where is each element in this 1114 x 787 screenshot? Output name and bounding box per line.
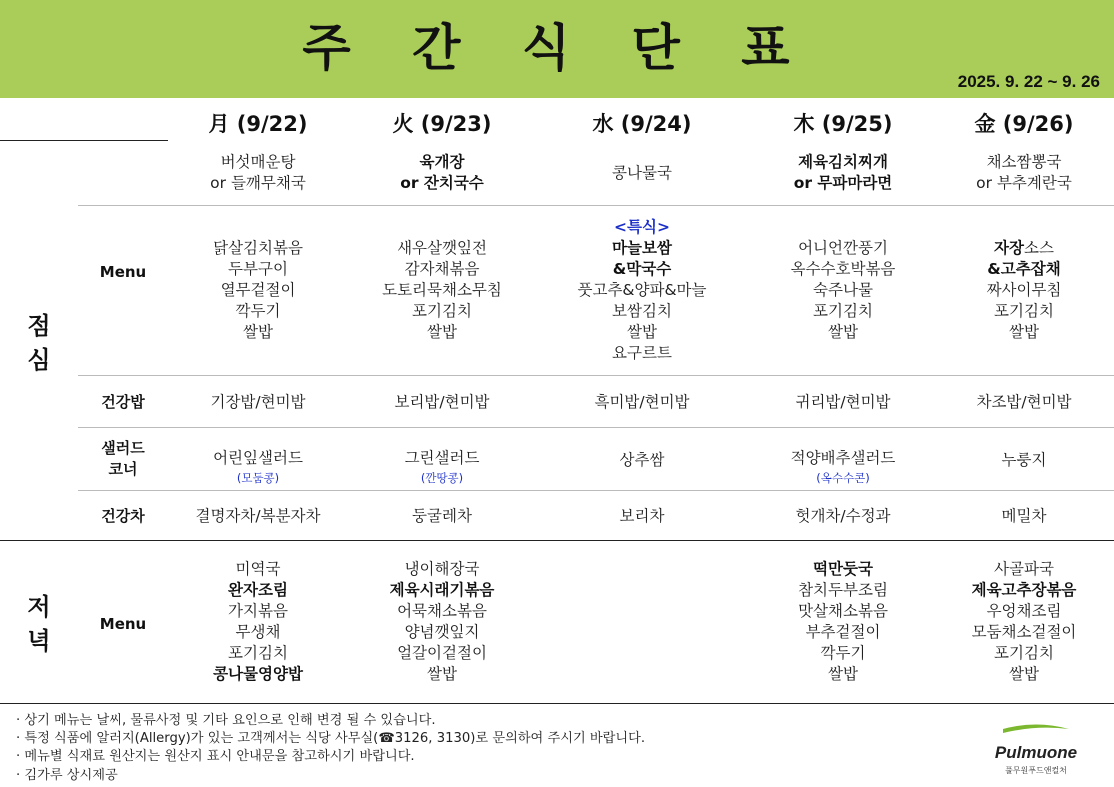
menu-item: 쌀밥 (427, 665, 457, 683)
dinner-menu-label: Menu (99, 615, 147, 633)
menu-item: 버섯매운탕 (220, 153, 296, 171)
menu-item: 포기김치 (813, 301, 873, 320)
lunch-menu-label: Menu (99, 263, 147, 281)
lunch-label (4, 309, 74, 377)
menu-item: 포기김치 (412, 301, 472, 320)
day-header-wed: 水 (9/24) (592, 112, 692, 136)
menu-item: 열무겉절이 (220, 280, 296, 299)
menu-item: 둥굴레차 (412, 506, 472, 525)
menu-item: 포기김치 (994, 644, 1054, 662)
rice-cell (743, 392, 943, 413)
menu-item: 어묵채소볶음 (397, 602, 487, 620)
menu-item: 우엉채조림 (986, 602, 1062, 620)
day-header-thu: 木 (9/25) (793, 112, 893, 136)
menu-item: 누룽지 (1001, 450, 1047, 469)
tea-cell (542, 506, 742, 527)
page-title: 주 간 식 단 표 (302, 19, 812, 77)
menu-item: 요구르트 (612, 343, 672, 362)
lunch-main-cell (743, 238, 943, 343)
dinner-label (4, 590, 74, 658)
menu-item: 보리밥/현미밥 (394, 392, 490, 411)
dinner-menu-cell (924, 559, 1114, 685)
menu-item: 떡만둣국 (813, 560, 873, 578)
menu-item: 가지볶음 (228, 602, 288, 620)
menu-item: or 잔치국수 (400, 174, 484, 192)
menu-item: 사골파국 (994, 560, 1054, 578)
menu-item: 자장소스 (994, 238, 1054, 257)
menu-item: 육개장 (419, 153, 465, 171)
menu-item: 부추겉절이 (805, 623, 881, 641)
menu-item: 옥수수호박볶음 (790, 259, 896, 278)
note-item: · 상기 메뉴는 날씨, 물류사정 및 기타 요인으로 인해 변경 될 수 있습니다. (16, 712, 645, 730)
menu-item: 마늘보쌈 (612, 238, 672, 257)
menu-item: 결명자차/복분자차 (195, 506, 321, 525)
menu-item: 냉이해장국 (404, 560, 480, 578)
footer-divider (0, 703, 1114, 704)
menu-item: 쌀밥 (627, 322, 657, 341)
lunch-main-cell (342, 238, 542, 343)
menu-item: &고추잡채 (987, 259, 1061, 278)
menu-item: 도토리묵채소무침 (382, 280, 502, 299)
menu-item: 콩나물영양밥 (213, 665, 303, 683)
menu-item: 모둠채소겉절이 (971, 623, 1077, 641)
menu-item: 쌀밥 (828, 665, 858, 683)
menu-item: 쌀밥 (1009, 665, 1039, 683)
rice-cell (924, 392, 1114, 413)
menu-item: 콩나물국 (612, 163, 672, 182)
menu-item: 맛살채소볶음 (798, 602, 888, 620)
lunch-label-char: 심 (27, 346, 51, 374)
menu-item: 적양배추샐러드 (790, 448, 896, 467)
dinner-menu-cell (743, 559, 943, 685)
menu-item: 깍두기 (820, 644, 866, 662)
menu-item: or 들깨무채국 (210, 174, 306, 192)
menu-item: 짜사이무침 (986, 280, 1062, 299)
lunch-soup-cell (743, 152, 943, 194)
menu-item: 귀리밥/현미밥 (795, 392, 891, 411)
note-item: · 메뉴별 식재료 원산지는 원산지 표시 안내문을 참고하시기 바랍니다. (16, 748, 645, 766)
menu-item: 채소짬뽕국 (986, 153, 1062, 171)
menu-item: 참치두부조림 (798, 581, 888, 599)
logo-sub-text: 풀무원푸드앤컬처 (1005, 766, 1067, 775)
lunch-soup-cell (542, 163, 742, 184)
menu-item: 새우살깻잎전 (397, 238, 487, 257)
salad-label-line: 코너 (108, 460, 138, 478)
day-header-mon: 月 (9/22) (208, 112, 308, 136)
menu-item: 쌀밥 (243, 322, 273, 341)
menu-item: 풋고추&양파&마늘 (577, 280, 707, 299)
menu-item: 메밀차 (1001, 506, 1047, 525)
meal-divider (0, 540, 1114, 541)
day-header-fri: 金 (9/26) (974, 112, 1074, 136)
menu-item: 감자채볶음 (404, 259, 480, 278)
day-header-tue: 火 (9/23) (392, 112, 492, 136)
note-item: · 특정 식품에 알러지(Allergy)가 있는 고객께서는 식당 사무실(☎3126, 3130)로 문의하여 주시기 바랍니다. (16, 730, 645, 748)
salad-cell (542, 450, 742, 471)
menu-item: 얼갈이겉절이 (397, 644, 487, 662)
menu-item: 보리차 (619, 506, 665, 525)
menu-item: 제육시래기볶음 (389, 581, 495, 599)
header-banner (0, 0, 1114, 98)
menu-item: or 부추계란국 (976, 174, 1072, 192)
menu-item: 양념깻잎지 (404, 623, 480, 641)
menu-item: 제육김치찌개 (798, 153, 888, 171)
menu-item: 기장밥/현미밥 (210, 392, 306, 411)
lunch-main-cell (542, 217, 742, 364)
logo-brand-text: Pulmuone (994, 743, 1078, 762)
salad-cell (924, 450, 1114, 471)
menu-item: 포기김치 (228, 644, 288, 662)
salad-label (78, 438, 168, 480)
date-range: 2025. 9. 22 ~ 9. 26 (957, 72, 1100, 91)
menu-item: 쌀밥 (427, 322, 457, 341)
lunch-main-cell (924, 238, 1114, 343)
menu-item: 깍두기 (235, 301, 281, 320)
rice-label: 건강밥 (101, 393, 145, 411)
salad-cell (158, 448, 358, 487)
tea-cell (342, 506, 542, 527)
lunch-soup-cell (158, 152, 358, 194)
tea-cell (158, 506, 358, 527)
menu-item: 차조밥/현미밥 (976, 392, 1072, 411)
salad-topping: (깐땅콩) (420, 470, 464, 485)
tea-cell (924, 506, 1114, 527)
menu-item: 그린샐러드 (404, 448, 480, 467)
dinner-menu-cell (342, 559, 542, 685)
menu-item: 상추쌈 (619, 450, 665, 469)
row-divider (78, 490, 1114, 491)
row-divider (78, 427, 1114, 428)
menu-item: 쌀밥 (1009, 322, 1039, 341)
menu-item: 무생채 (235, 623, 281, 641)
lunch-main-cell (158, 238, 358, 343)
menu-item: 미역국 (235, 560, 281, 578)
menu-item: 쌀밥 (828, 322, 858, 341)
brand-logo (986, 722, 1086, 778)
dinner-menu-cell (158, 559, 358, 685)
rice-cell (158, 392, 358, 413)
menu-item: 숙주나물 (813, 280, 873, 299)
header-divider (0, 140, 168, 141)
lunch-soup-cell (924, 152, 1114, 194)
menu-item: 두부구이 (228, 259, 288, 278)
salad-cell (743, 448, 943, 487)
tea-label: 건강차 (101, 507, 145, 525)
lunch-soup-cell (342, 152, 542, 194)
menu-item: 보쌈김치 (612, 301, 672, 320)
menu-item: 포기김치 (994, 301, 1054, 320)
salad-topping: (모둠콩) (236, 470, 280, 485)
menu-item: 헛개차/수정과 (795, 506, 891, 525)
note-item: · 김가루 상시제공 (16, 767, 645, 785)
salad-cell (342, 448, 542, 487)
menu-item: 닭살김치볶음 (213, 238, 303, 257)
menu-item: 어린잎샐러드 (213, 448, 303, 467)
salad-topping: (옥수수콘) (816, 470, 870, 485)
salad-label-line: 샐러드 (101, 439, 145, 457)
menu-item: or 무파마라면 (793, 174, 893, 192)
menu-item: 제육고추장볶음 (971, 581, 1077, 599)
logo-swoosh-icon (1001, 723, 1071, 737)
row-divider (78, 205, 1114, 206)
dinner-label-char: 녁 (27, 627, 51, 655)
menu-item: 어니언깐풍기 (798, 238, 888, 257)
menu-item: &막국수 (612, 259, 672, 278)
dinner-label-char: 저 (27, 593, 51, 621)
menu-item: 흑미밥/현미밥 (594, 392, 690, 411)
notes (16, 712, 645, 785)
row-divider (78, 375, 1114, 376)
tea-cell (743, 506, 943, 527)
rice-cell (542, 392, 742, 413)
menu-item: 완자조림 (228, 581, 288, 599)
menu-item: <특식> (614, 217, 670, 236)
lunch-label-char: 점 (27, 312, 51, 340)
rice-cell (342, 392, 542, 413)
